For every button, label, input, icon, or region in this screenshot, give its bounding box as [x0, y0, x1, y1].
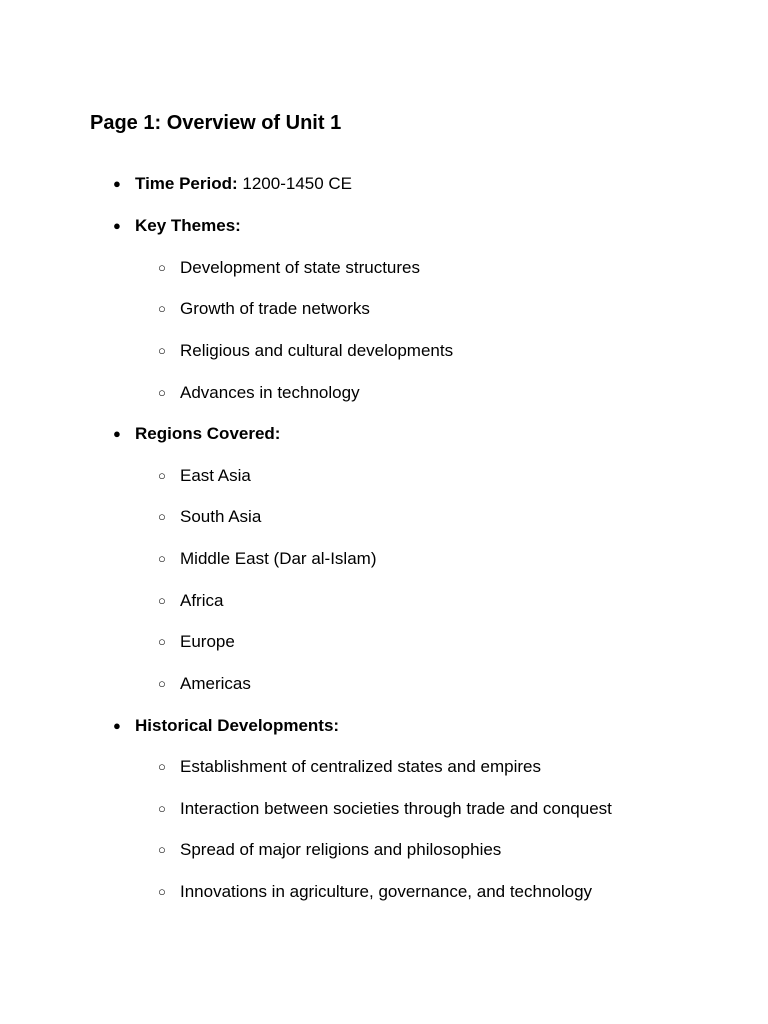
list-item-regions-covered: [113, 423, 280, 445]
bullet-icon: ●: [113, 426, 121, 441]
sub-list-item: [158, 839, 501, 861]
sub-bullet-icon: ○: [158, 301, 166, 316]
region-text: Middle East (Dar al-Islam): [180, 549, 377, 568]
time-period-value: 1200-1450 CE: [237, 174, 353, 193]
sub-list-item: [158, 798, 612, 820]
sub-list-item: [158, 298, 370, 320]
sub-bullet-icon: ○: [158, 801, 166, 816]
key-theme-text: Advances in technology: [180, 383, 360, 402]
key-theme-text: Religious and cultural developments: [180, 341, 454, 360]
sub-bullet-icon: ○: [158, 593, 166, 608]
sub-list-item: [158, 506, 261, 528]
list-item-key-themes: [113, 215, 241, 237]
sub-list-item: [158, 465, 251, 487]
bullet-icon: ●: [113, 176, 121, 191]
sub-list-item: [158, 382, 360, 404]
sub-bullet-icon: ○: [158, 260, 166, 275]
sub-list-item: [158, 257, 420, 279]
bullet-icon: ●: [113, 718, 121, 733]
development-text: Spread of major religions and philosophies: [180, 840, 502, 859]
sub-bullet-icon: ○: [158, 676, 166, 691]
sub-list-item: [158, 548, 377, 570]
sub-list-item: [158, 673, 251, 695]
regions-covered-label: Regions Covered:: [135, 424, 281, 443]
development-text: Innovations in agriculture, governance, and technology: [180, 882, 593, 901]
page-title: Page 1: Overview of Unit 1: [90, 112, 342, 134]
time-period-label: Time Period:: [135, 174, 238, 193]
region-text: South Asia: [180, 507, 262, 526]
region-text: East Asia: [180, 466, 251, 485]
region-text: Africa: [180, 591, 224, 610]
key-themes-label: Key Themes:: [135, 216, 241, 235]
sub-bullet-icon: ○: [158, 468, 166, 483]
sub-bullet-icon: ○: [158, 509, 166, 524]
sub-list-item: [158, 631, 235, 653]
bullet-icon: ●: [113, 218, 121, 233]
region-text: Americas: [180, 674, 251, 693]
sub-bullet-icon: ○: [158, 884, 166, 899]
sub-bullet-icon: ○: [158, 551, 166, 566]
sub-list-item: [158, 756, 541, 778]
historical-developments-label: Historical Developments:: [135, 716, 340, 735]
sub-list-item: [158, 590, 223, 612]
key-theme-text: Development of state structures: [180, 258, 421, 277]
development-text: Establishment of centralized states and empires: [180, 757, 541, 776]
list-item-historical-developments: [113, 715, 339, 737]
list-item-time-period: [113, 173, 352, 195]
region-text: Europe: [180, 632, 235, 651]
key-theme-text: Growth of trade networks: [180, 299, 370, 318]
sub-bullet-icon: ○: [158, 385, 166, 400]
sub-bullet-icon: ○: [158, 343, 166, 358]
sub-bullet-icon: ○: [158, 842, 166, 857]
sub-list-item: [158, 881, 592, 903]
development-text: Interaction between societies through trade and conquest: [180, 799, 612, 818]
sub-bullet-icon: ○: [158, 759, 166, 774]
sub-bullet-icon: ○: [158, 634, 166, 649]
sub-list-item: [158, 340, 453, 362]
